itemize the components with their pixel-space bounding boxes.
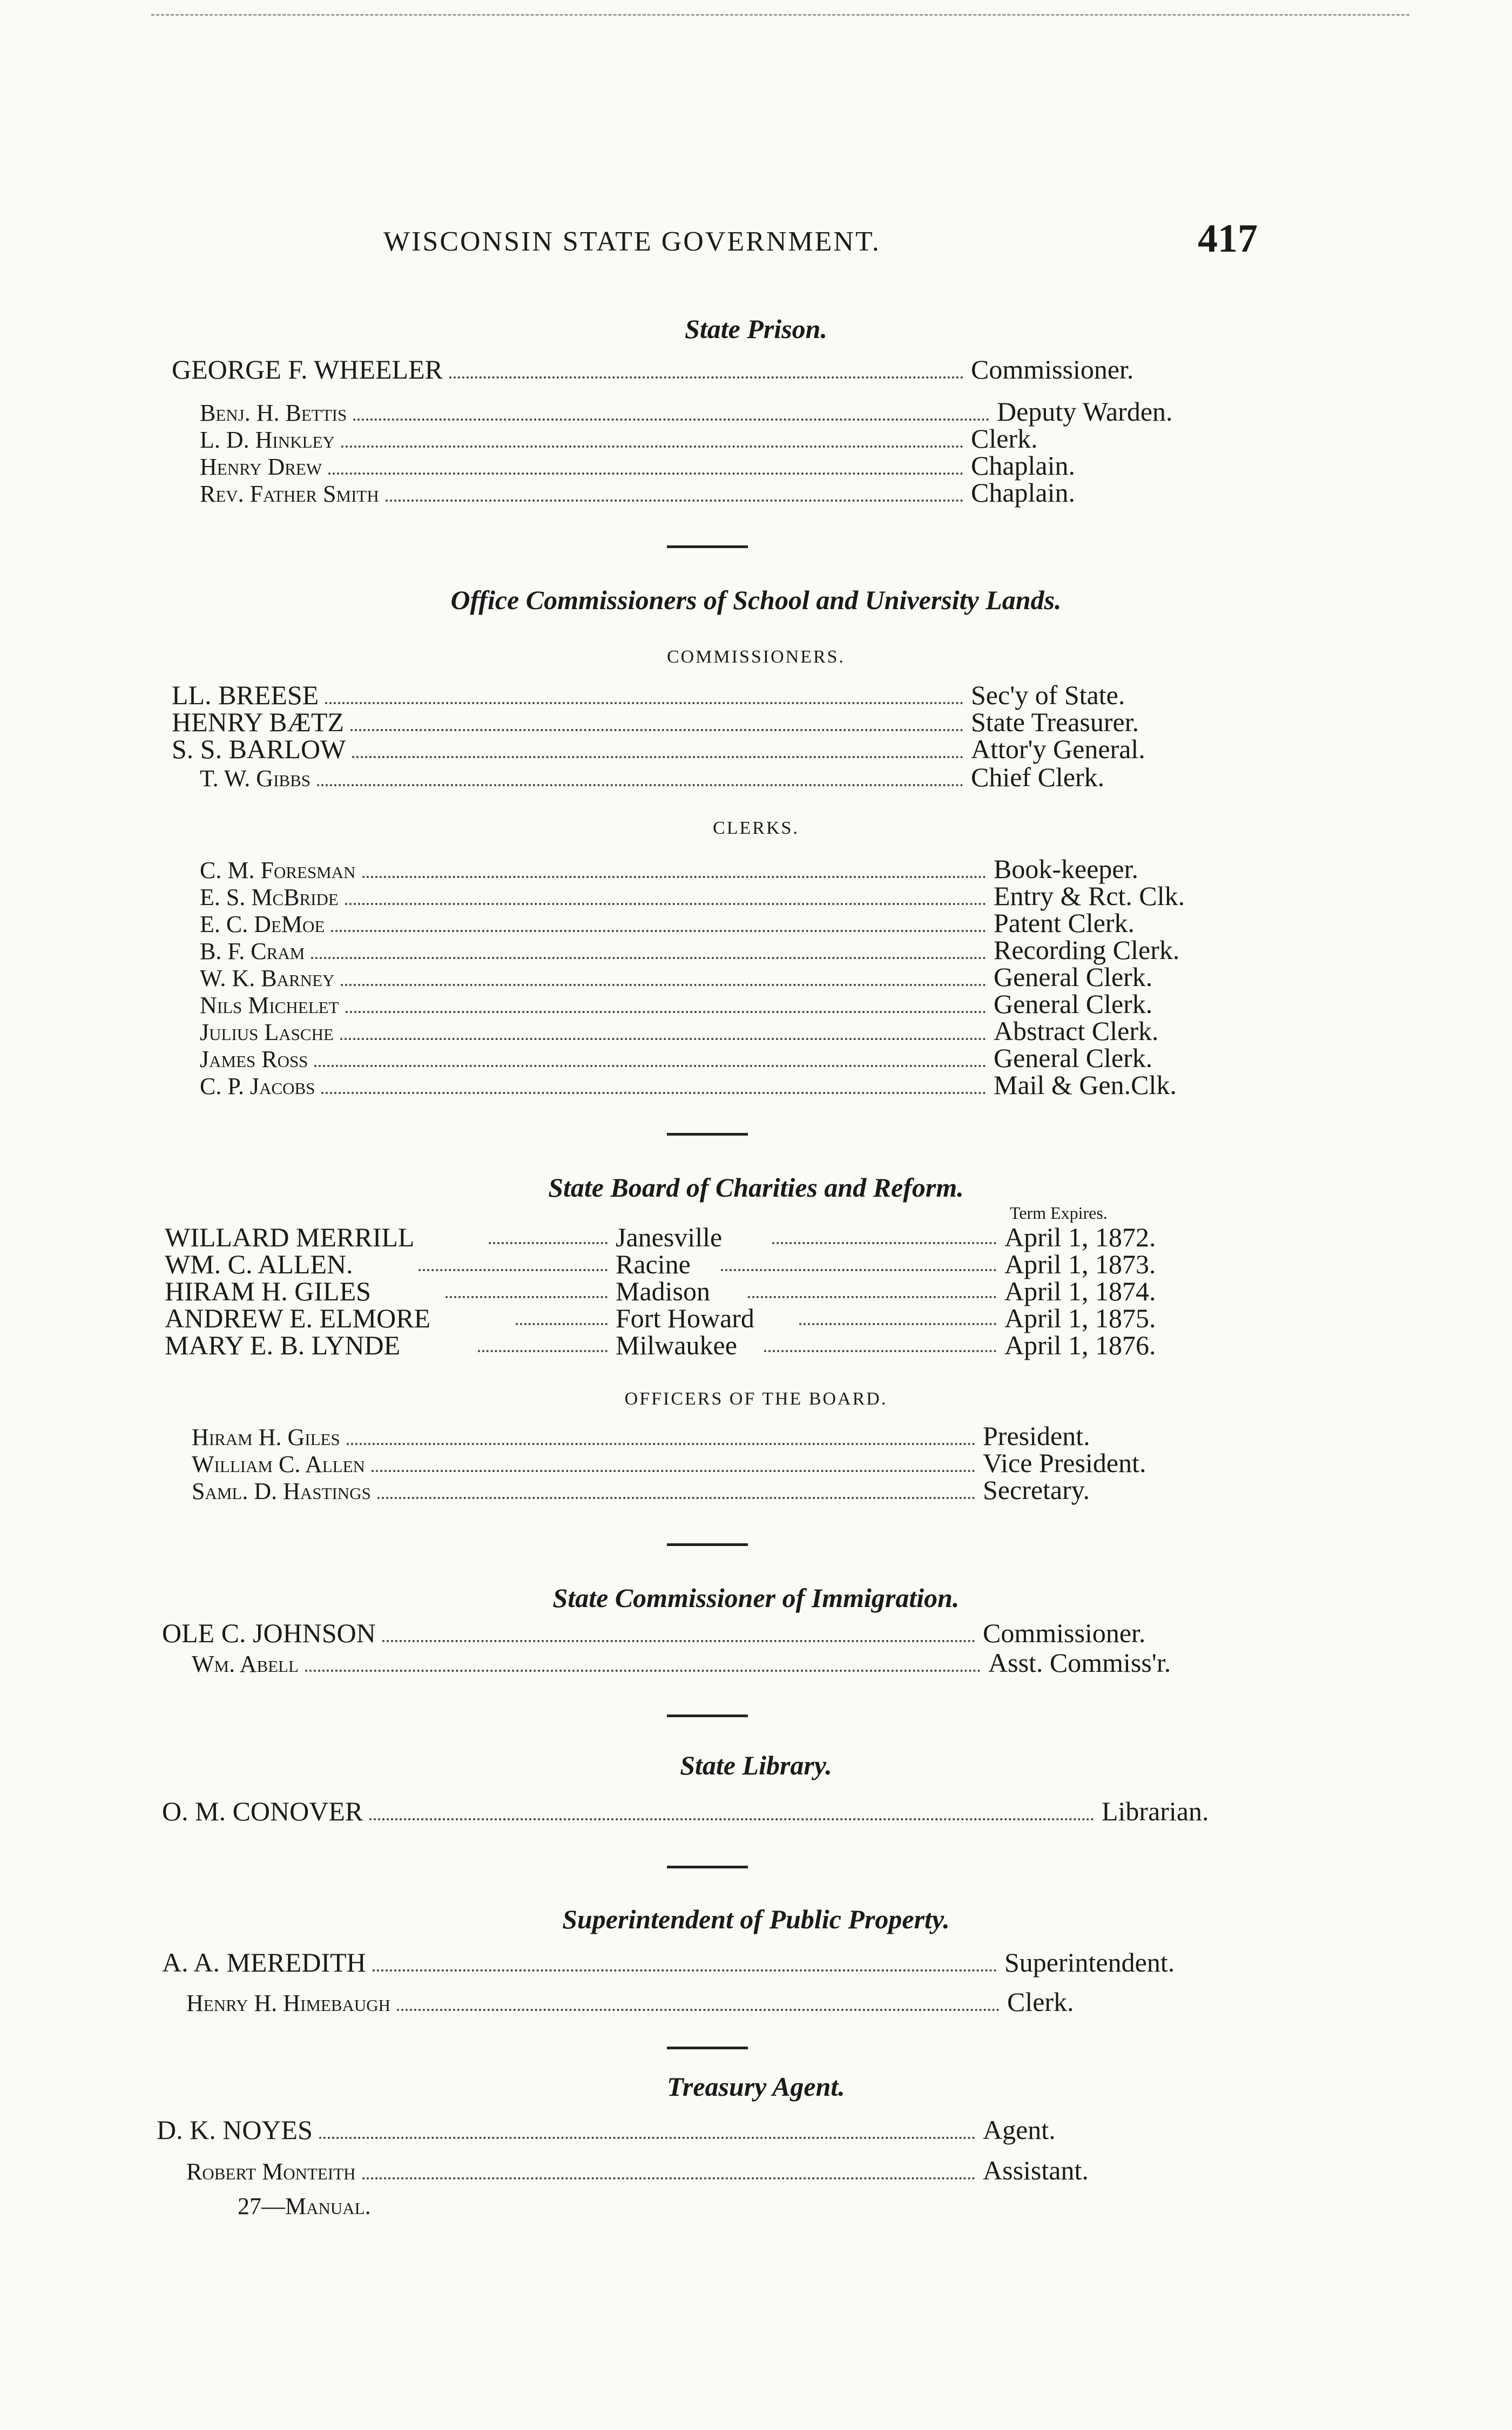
leader-dots [799, 1323, 996, 1325]
entry-name: William C. Allen [192, 1451, 365, 1477]
section-title-public-property: Superintendent of Public Property. [562, 1904, 950, 1934]
entry-title: Chaplain. [971, 477, 1076, 508]
section-title-state-prison: State Prison. [685, 314, 827, 344]
leader-dots [350, 729, 963, 731]
section-divider [667, 1133, 748, 1136]
leader-dots [341, 446, 963, 448]
leader-dots [362, 2177, 975, 2179]
entry-row [162, 1796, 1242, 1826]
member-name: MARY E. B. LYNDE [165, 1330, 401, 1360]
entry-name: L. D. Hinkley [200, 427, 335, 453]
board-member-row [165, 1275, 1191, 1304]
leader-dots [772, 1242, 996, 1244]
leader-dots [346, 1011, 986, 1013]
entry-name: Robert Monteith [186, 2158, 356, 2185]
entry-row [157, 2114, 1199, 2144]
leader-dots [347, 1443, 975, 1445]
entry-row [200, 907, 1242, 937]
entry-row [192, 1474, 1220, 1504]
leader-dots [372, 1470, 975, 1472]
entry-title: General Clerk. [994, 1043, 1153, 1073]
entry-title: Deputy Warden. [997, 396, 1173, 427]
entry-title: Mail & Gen.Clk. [994, 1070, 1177, 1100]
entry-name: B. F. Cram [200, 938, 305, 964]
entry-row [200, 396, 1245, 426]
leader-dots [319, 2137, 975, 2139]
entry-row [192, 1447, 1220, 1477]
entry-name: C. P. Jacobs [200, 1073, 315, 1099]
subheading-commissioners: COMMISSIONERS. [666, 647, 846, 667]
entry-name: O. M. CONOVER [162, 1796, 363, 1826]
section-divider [667, 1866, 748, 1868]
entry-title: Secretary. [983, 1475, 1090, 1505]
leader-dots [764, 1350, 996, 1352]
leader-dots [449, 376, 963, 379]
leader-dots [373, 1969, 997, 1972]
entry-title: Clerk. [971, 423, 1038, 454]
entry-row [162, 1947, 1242, 1977]
entry-name: GEORGE F. WHEELER [172, 354, 443, 384]
entry-name: HENRY BÆTZ [172, 707, 344, 737]
page-number: 417 [1198, 217, 1258, 261]
entry-name: E. S. McBride [200, 884, 339, 910]
entry-title: State Treasurer. [971, 707, 1139, 737]
entry-row [162, 1617, 1220, 1648]
section-title-treasury: Treasury Agent. [667, 2071, 845, 2102]
member-location: Fort Howard [616, 1303, 754, 1333]
subheading-clerks: CLERKS. [713, 818, 799, 838]
entry-row [186, 1986, 1245, 2016]
entry-name: Julius Lasche [200, 1019, 334, 1045]
subheading-officers: OFFICERS OF THE BOARD. [624, 1389, 888, 1409]
leader-dots [311, 957, 986, 959]
entry-row [200, 1042, 1242, 1072]
entry-name: W. K. Barney [200, 965, 335, 991]
entry-name: James Ross [200, 1046, 308, 1072]
member-term: April 1, 1874. [1004, 1276, 1156, 1306]
entry-row [200, 961, 1242, 991]
entry-title: Chief Clerk. [971, 762, 1105, 792]
board-member-row [165, 1302, 1191, 1331]
entry-name: S. S. BARLOW [172, 734, 346, 764]
entry-title: Recording Clerk. [994, 935, 1180, 965]
section-title-immigration: State Commissioner of Immigration. [552, 1583, 960, 1613]
member-location: Racine [616, 1249, 691, 1279]
entry-row [200, 853, 1242, 883]
leader-dots [418, 1269, 608, 1271]
member-location: Madison [616, 1276, 710, 1306]
leader-dots [328, 473, 963, 475]
leader-dots [345, 903, 986, 905]
entry-row [200, 1015, 1242, 1045]
entry-row [200, 477, 1219, 507]
leader-dots [489, 1242, 608, 1244]
entry-title: Patent Clerk. [994, 908, 1135, 938]
member-name: WILLARD MERRILL [165, 1222, 415, 1252]
section-divider [667, 545, 748, 548]
entry-row [192, 1420, 1220, 1450]
entry-row [186, 2155, 1199, 2185]
leader-dots [446, 1296, 608, 1298]
section-title-library: State Library. [680, 1750, 832, 1780]
entry-row [192, 1647, 1242, 1677]
entry-title: Assistant. [983, 2155, 1089, 2185]
member-term: April 1, 1876. [1004, 1330, 1156, 1360]
leader-dots [353, 418, 989, 421]
leader-dots [352, 756, 963, 758]
entry-title: Attor'y General. [971, 734, 1145, 764]
leader-dots [317, 784, 963, 786]
leader-dots [382, 1640, 975, 1642]
entry-row [200, 761, 1219, 792]
entry-row [200, 423, 1219, 453]
signature-mark: 27—Manual. [238, 2193, 371, 2219]
entry-name: Rev. Father Smith [200, 481, 379, 507]
entry-name: Saml. D. Hastings [192, 1478, 371, 1504]
leader-dots [340, 1038, 986, 1040]
entry-name: Benj. H. Bettis [200, 400, 347, 426]
entry-title: Commissioner. [983, 1618, 1146, 1648]
board-member-row [165, 1329, 1191, 1358]
entry-name: E. C. DeMoe [200, 911, 325, 937]
board-member-row [165, 1221, 1191, 1250]
entry-row [172, 679, 1219, 710]
section-divider [667, 1543, 748, 1546]
member-location: Janesville [616, 1222, 723, 1252]
member-location: Milwaukee [616, 1330, 737, 1360]
entry-title: Abstract Clerk. [994, 1016, 1159, 1046]
entry-name: Henry Drew [200, 454, 322, 480]
entry-title: Agent. [983, 2115, 1056, 2145]
leader-dots [721, 1269, 996, 1271]
entry-title: Entry & Rct. Clk. [994, 881, 1185, 911]
entry-row [200, 934, 1242, 964]
leader-dots [516, 1323, 608, 1325]
running-head: WISCONSIN STATE GOVERNMENT. [383, 226, 881, 257]
entry-title: Commissioner. [971, 354, 1134, 384]
entry-row [172, 706, 1219, 737]
entry-title: Asst. Commiss'r. [988, 1648, 1171, 1678]
leader-dots [386, 500, 963, 502]
leader-dots [314, 1065, 986, 1067]
entry-name: T. W. Gibbs [200, 765, 310, 792]
entry-title: Superintendent. [1004, 1947, 1175, 1977]
entry-title: General Clerk. [994, 989, 1153, 1019]
leader-dots [377, 1497, 975, 1499]
entry-title: President. [983, 1421, 1090, 1451]
member-term: April 1, 1873. [1004, 1249, 1156, 1279]
entry-name: A. A. MEREDITH [162, 1947, 366, 1977]
leader-dots [748, 1296, 996, 1298]
leader-dots [362, 876, 986, 878]
board-member-row [165, 1248, 1191, 1277]
entry-name: LL. BREESE [172, 680, 319, 710]
entry-name: OLE C. JOHNSON [162, 1618, 376, 1648]
leader-dots [478, 1350, 608, 1352]
entry-name: Hiram H. Giles [192, 1424, 340, 1450]
member-name: HIRAM H. GILES [165, 1276, 371, 1306]
leader-dots [369, 1818, 1094, 1820]
section-title-school-lands: Office Commissioners of School and University Lands. [450, 585, 1062, 615]
entry-row [172, 733, 1219, 764]
entry-title: Chaplain. [971, 450, 1076, 481]
leader-dots [321, 1092, 986, 1094]
entry-row [200, 988, 1242, 1018]
member-name: ANDREW E. ELMORE [165, 1303, 431, 1333]
section-divider [667, 1714, 748, 1717]
entry-title: Book-keeper. [994, 854, 1138, 884]
entry-title: Clerk. [1007, 1987, 1074, 2017]
leader-dots [331, 930, 986, 932]
member-term: April 1, 1875. [1004, 1303, 1156, 1333]
entry-name: C. M. Foresman [200, 857, 356, 883]
section-divider [667, 2047, 748, 2049]
entry-row [200, 450, 1219, 480]
member-name: WM. C. ALLEN. [165, 1249, 353, 1279]
column-header-term-expires: Term Expires. [1010, 1203, 1108, 1223]
leader-dots [397, 2009, 1000, 2011]
entry-title: Sec'y of State. [971, 680, 1125, 710]
member-term: April 1, 1872. [1004, 1222, 1156, 1252]
entry-name: D. K. NOYES [157, 2115, 313, 2145]
entry-name: Wm. Abell [192, 1651, 299, 1677]
entry-title: General Clerk. [994, 962, 1153, 992]
entry-row [172, 354, 1219, 384]
section-title-charities: State Board of Charities and Reform. [548, 1172, 964, 1203]
entry-name: Nils Michelet [200, 992, 339, 1018]
entry-title: Vice President. [983, 1448, 1146, 1478]
leader-dots [341, 984, 986, 986]
entry-row [200, 1069, 1242, 1099]
entry-name: Henry H. Himebaugh [186, 1990, 391, 2016]
leader-dots [305, 1670, 981, 1672]
entry-title: Librarian. [1102, 1796, 1209, 1826]
leader-dots [325, 702, 963, 704]
entry-row [200, 880, 1242, 910]
